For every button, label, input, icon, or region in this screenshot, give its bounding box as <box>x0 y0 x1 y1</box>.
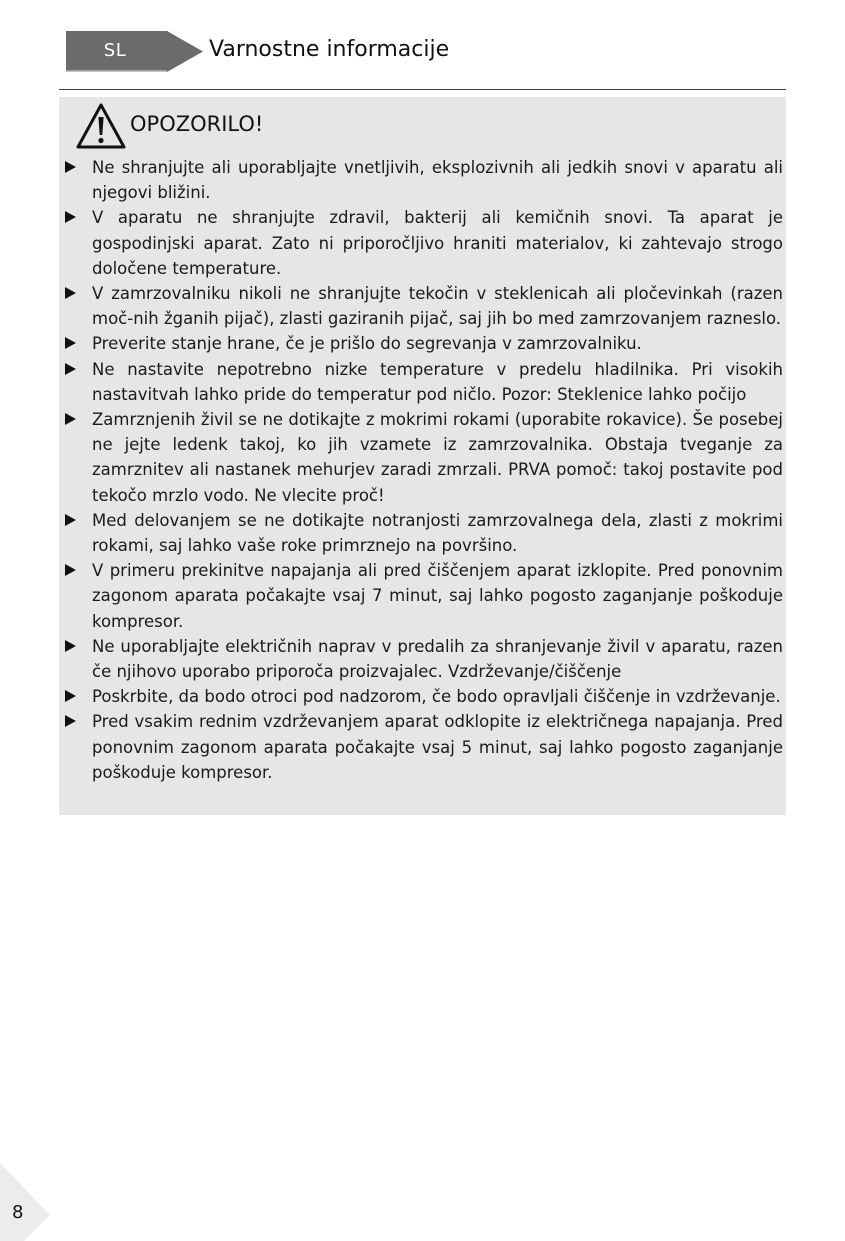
bullet-arrow-icon <box>65 413 76 425</box>
bullet-arrow-icon <box>65 564 76 576</box>
list-item <box>59 357 786 407</box>
language-code: SL <box>103 40 127 61</box>
list-item-text: Ne shranjujte ali uporabljajte vnetljivih, eksplozivnih ali jedkih snovi v aparatu ali njegovi bližini. <box>92 158 783 203</box>
warning-triangle-icon <box>75 101 127 151</box>
bullet-arrow-icon <box>65 690 76 702</box>
bullet-arrow-icon <box>65 514 76 526</box>
page-corner-tab <box>0 1163 50 1241</box>
page-title: Varnostne informacije <box>209 37 450 62</box>
list-item <box>59 508 786 558</box>
bullet-arrow-icon <box>65 363 76 375</box>
warning-list <box>59 155 786 785</box>
list-item <box>59 205 786 281</box>
list-item <box>59 155 786 205</box>
page-number: 8 <box>12 1202 24 1223</box>
list-item-text: Med delovanjem se ne dotikajte notranjosti zamrzovalnega dela, zlasti z mokrimi rokami, saj lahko vaše roke primrznejo na površino. <box>92 510 783 556</box>
list-item-text: V zamrzovalniku nikoli ne shranjujte tekočin v steklenicah ali pločevinkah (razen moč-nih žganih pijač), zlasti gaziranih pijač, saj jih bo med zamrzovanjem razneslo. <box>92 284 783 329</box>
list-item <box>59 331 786 356</box>
list-item-text: Pred vsakim rednim vzdrževanjem aparat odklopite iz električnega napajanja. Pred ponovnim zagonom aparata počakajte vsaj 5 minut, saj lahko pogosto zaganjanje poškoduje kompresor. <box>92 712 783 782</box>
list-item-text: V aparatu ne shranjujte zdravil, bakterij ali kemičnih snovi. Ta aparat je gospodinjski aparat. Zato ni priporočljivo hraniti materialov, ki zahtevajo strogo določene temperature. <box>92 208 783 278</box>
list-item <box>59 558 786 634</box>
bullet-arrow-icon <box>65 287 76 299</box>
list-item <box>59 281 786 331</box>
bullet-arrow-icon <box>65 161 76 173</box>
bullet-arrow-icon <box>65 715 76 727</box>
list-item-text: Zamrznjenih živil se ne dotikajte z mokrimi rokami (uporabite rokavice). Še posebej ne jejte ledenk takoj, ko jih vzamete iz zamrzovalnika. Obstaja tveganje za zamrznitev ali nastanek mehurjev zaradi zmrzali. PRVA pomoč: takoj postavite pod tekočo mrzlo vodo. Ne vlecite proč! <box>92 410 783 505</box>
list-item-text: Preverite stanje hrane, če je prišlo do segrevanja v zamrzovalniku. <box>92 334 642 354</box>
language-tab <box>66 31 203 72</box>
list-item <box>59 407 786 508</box>
bullet-arrow-icon <box>65 211 76 223</box>
warning-heading: OPOZORILO! <box>130 112 264 136</box>
list-item <box>59 634 786 684</box>
list-item-text: Ne uporabljajte električnih naprav v predalih za shranjevanje živil v aparatu, razen če njihovo uporabo priporoča proizvajalec. Vzdrževanje/čiščenje <box>92 636 783 682</box>
warning-box <box>59 97 786 815</box>
list-item <box>59 709 786 785</box>
header-divider <box>59 89 786 90</box>
bullet-arrow-icon <box>65 337 76 349</box>
list-item-text: Ne nastavite nepotrebno nizke temperature v predelu hladilnika. Pri visokih nastavitvah lahko pride do temperatur pod ničlo. Pozor: Steklenice lahko počijo <box>92 359 783 404</box>
list-item-text: V primeru prekinitve napajanja ali pred čiščenjem aparat izklopite. Pred ponovnim zagonom aparata počakajte vsaj 7 minut, saj lahko pogosto zaganjanje poškoduje kompresor. <box>92 561 783 631</box>
list-item <box>59 684 786 709</box>
list-item-text: Poskrbite, da bodo otroci pod nadzorom, če bodo opravljali čiščenje in vzdrževanje. <box>92 687 781 707</box>
bullet-arrow-icon <box>65 640 76 652</box>
